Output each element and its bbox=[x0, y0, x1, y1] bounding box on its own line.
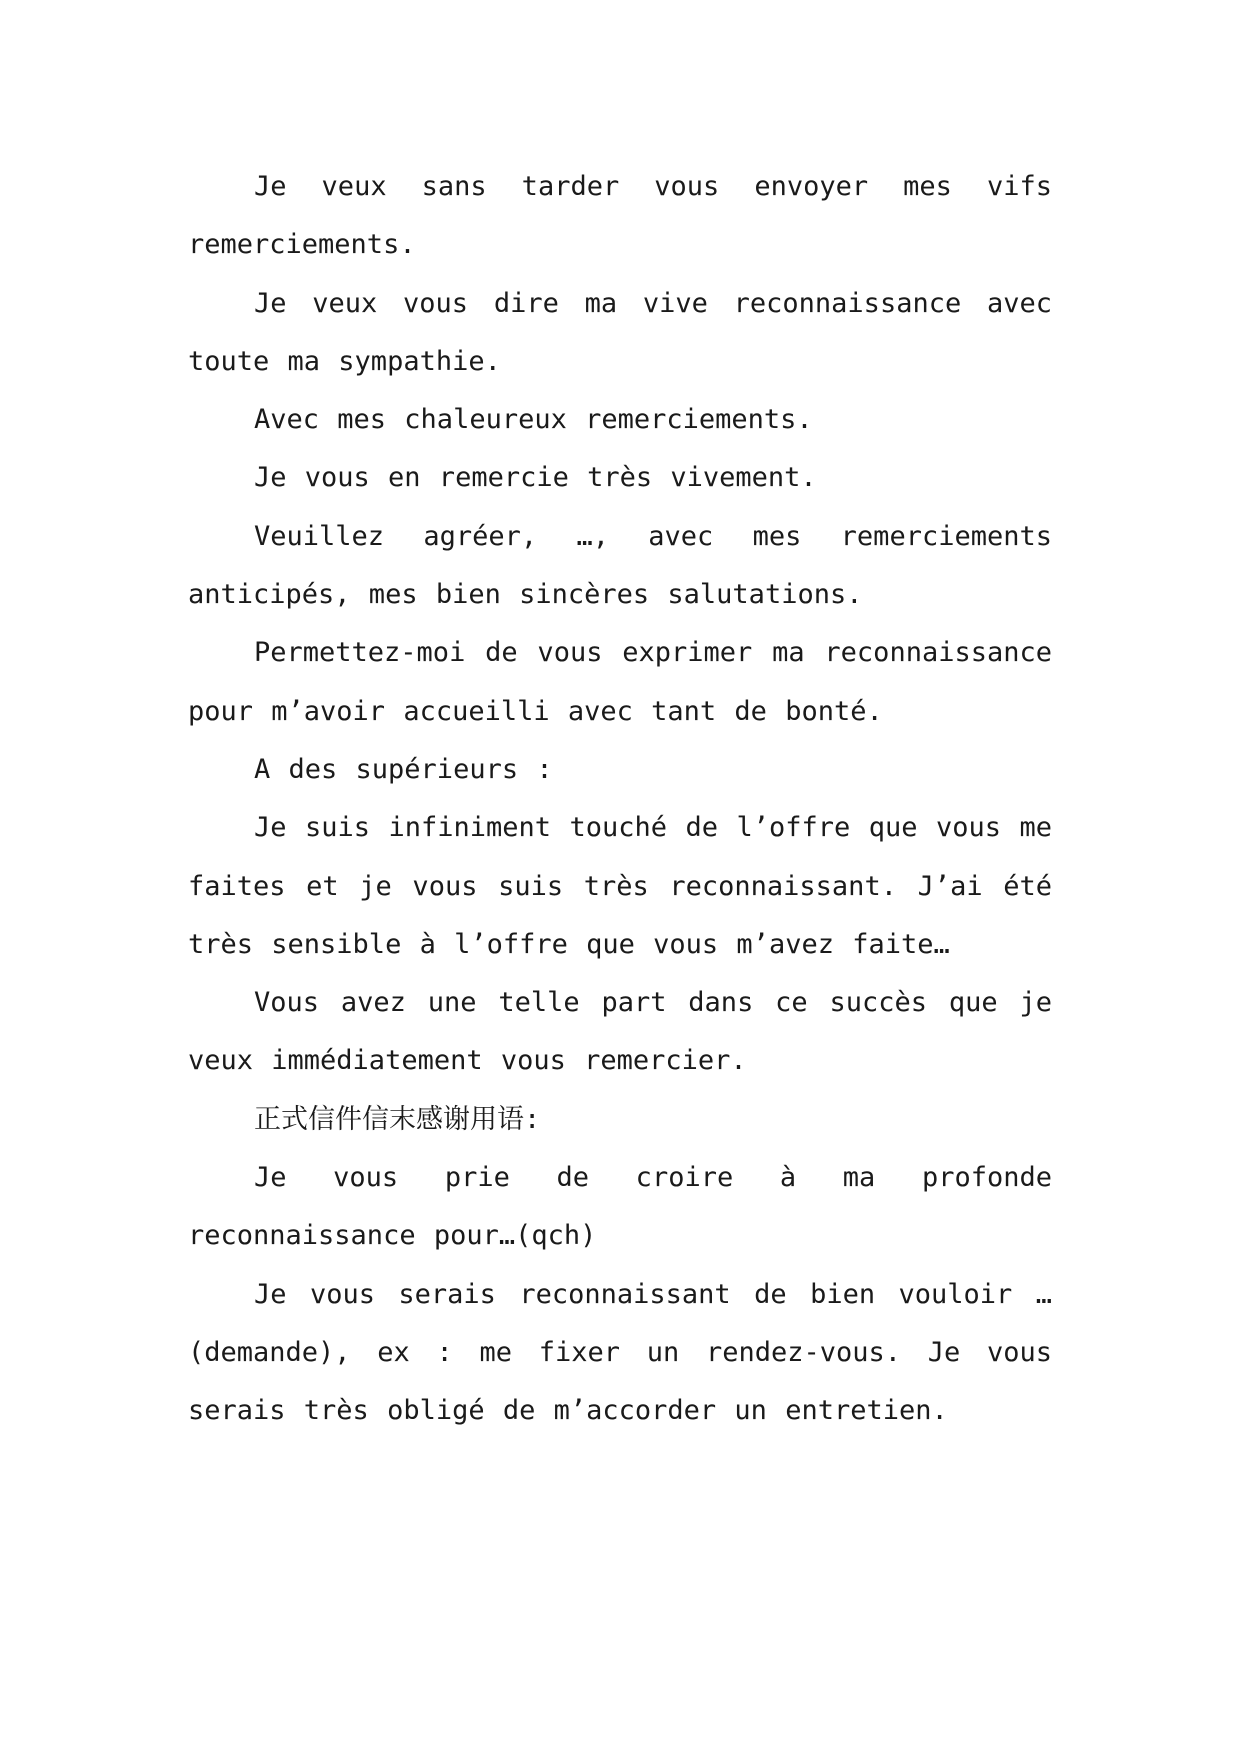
paragraph-thanks-4: Je vous en remercie très vivement. bbox=[254, 462, 817, 494]
heading-formal-closing: 正式信件信末感谢用语: bbox=[254, 1103, 541, 1135]
paragraph-thanks-1: Je veux sans tarder vous envoyer mes vifs remerciements. bbox=[188, 171, 1052, 261]
paragraph-superiors-1: Je suis infiniment touché de l’offre que vous me faites et je vous suis très reconnaissant. J’ai été très sensible à l’offre que vous m’avez faite… bbox=[188, 812, 1052, 960]
paragraph-thanks-3: Avec mes chaleureux remerciements. bbox=[254, 404, 813, 436]
paragraph-superiors-2: Vous avez une telle part dans ce succès que je veux immédiatement vous remercier. bbox=[188, 987, 1052, 1077]
paragraph-thanks-5: Veuillez agréer, …, avec mes remerciements anticipés, mes bien sincères salutations. bbox=[188, 520, 1052, 611]
document-body bbox=[188, 158, 1052, 1441]
heading-superiors: A des supérieurs : bbox=[254, 753, 553, 785]
paragraph-thanks-6: Permettez-moi de vous exprimer ma reconnaissance pour m’avoir accueilli avec tant de bonté. bbox=[188, 637, 1052, 727]
paragraph-formal-2: Je vous serais reconnaissant de bien vouloir …(demande), ex : me fixer un rendez-vous. Je vous serais très obligé de m’accorder un entretien. bbox=[188, 1278, 1052, 1427]
paragraph-thanks-2: Je veux vous dire ma vive reconnaissance avec toute ma sympathie. bbox=[188, 287, 1052, 377]
paragraph-formal-1: Je vous prie de croire à ma profonde reconnaissance pour…(qch) bbox=[188, 1162, 1052, 1252]
